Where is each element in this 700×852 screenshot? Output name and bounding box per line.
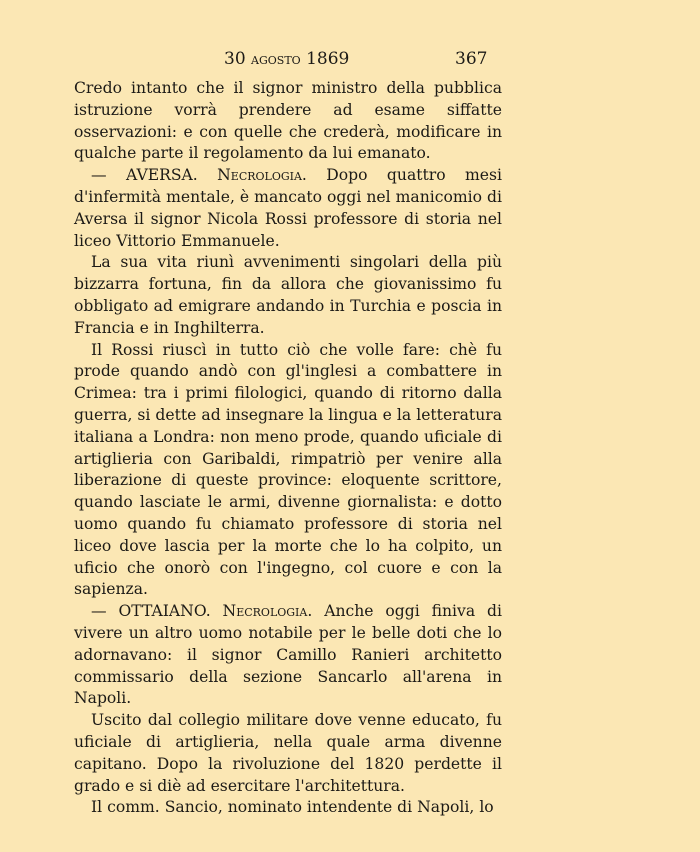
header-year: 1869 [306,49,350,69]
paragraph-ottaiano-text: Anche oggi finiva di vivere un altro uomo notabile per le belle doti che lo adornavano: il signor Camillo Ranieri architetto commissario della sezione Sancarlo all'arena in Napoli. [74,602,502,708]
paragraph-3: La sua vita riunì avvenimenti singolari della più bizzarra fortuna, fin da allora che giovanissimo fu obbligato ad emigrare andando in Turchia e poscia in Francia e in Inghilterra. [74,253,502,337]
running-header [0,49,700,73]
body-text [74,78,502,819]
section-label-necrologia-2: Necrologia. [222,602,313,621]
paragraph-aversa [74,165,502,252]
header-day: 30 [224,49,246,69]
place-heading-ottaiano: — OTTAIANO. [91,602,211,621]
header-month: agosto [251,49,301,68]
header-date [224,49,349,69]
page-number: 367 [455,49,488,69]
paragraph-1: Credo intanto che il signor ministro della pubblica istruzione vorrà prendere ad esame siffatte osservazioni: e con quelle che crederà, modificare in qualche parte il regolamento da lui emanato. [74,79,502,163]
paragraph-aversa-text: Dopo quattro mesi d'infermità mentale, è mancato oggi nel manicomio di Aversa il signor Nicola Rossi professore di storia nel liceo Vittorio Emmanuele. [74,166,502,250]
place-heading-aversa: — AVERSA. [91,166,198,185]
paragraph-7: Il comm. Sancio, nominato intendente di Napoli, lo [91,798,494,817]
section-label-necrologia-1: Necrologia. [217,166,307,185]
paragraph-6: Uscito dal collegio militare dove venne educato, fu uficiale di artiglieria, nella quale arma divenne capitano. Dopo la rivoluzione del 1820 perdette il grado e si diè ad esercitare l'architettura. [74,711,502,795]
paragraph-ottaiano [74,601,502,710]
paragraph-4: Il Rossi riuscì in tutto ciò che volle fare: chè fu prode quando andò con gl'inglesi a combattere in Crimea: tra i primi filologici, quando di ritorno dalla guerra, si dette ad insegnare la lingua e la letteratura italiana a Londra: non meno prode, quando uficiale di artiglieria con Garibaldi, rimpatriò per venire alla liberazione di queste province: eloquente scrittore, quando lasciate le armi, divenne giornalista: e dotto uomo quando fu chiamato professore di storia nel liceo dove lascia per la morte che lo ha colpito, un uficio che onorò con l'ingegno, col cuore e con la sapienza. [74,340,502,599]
